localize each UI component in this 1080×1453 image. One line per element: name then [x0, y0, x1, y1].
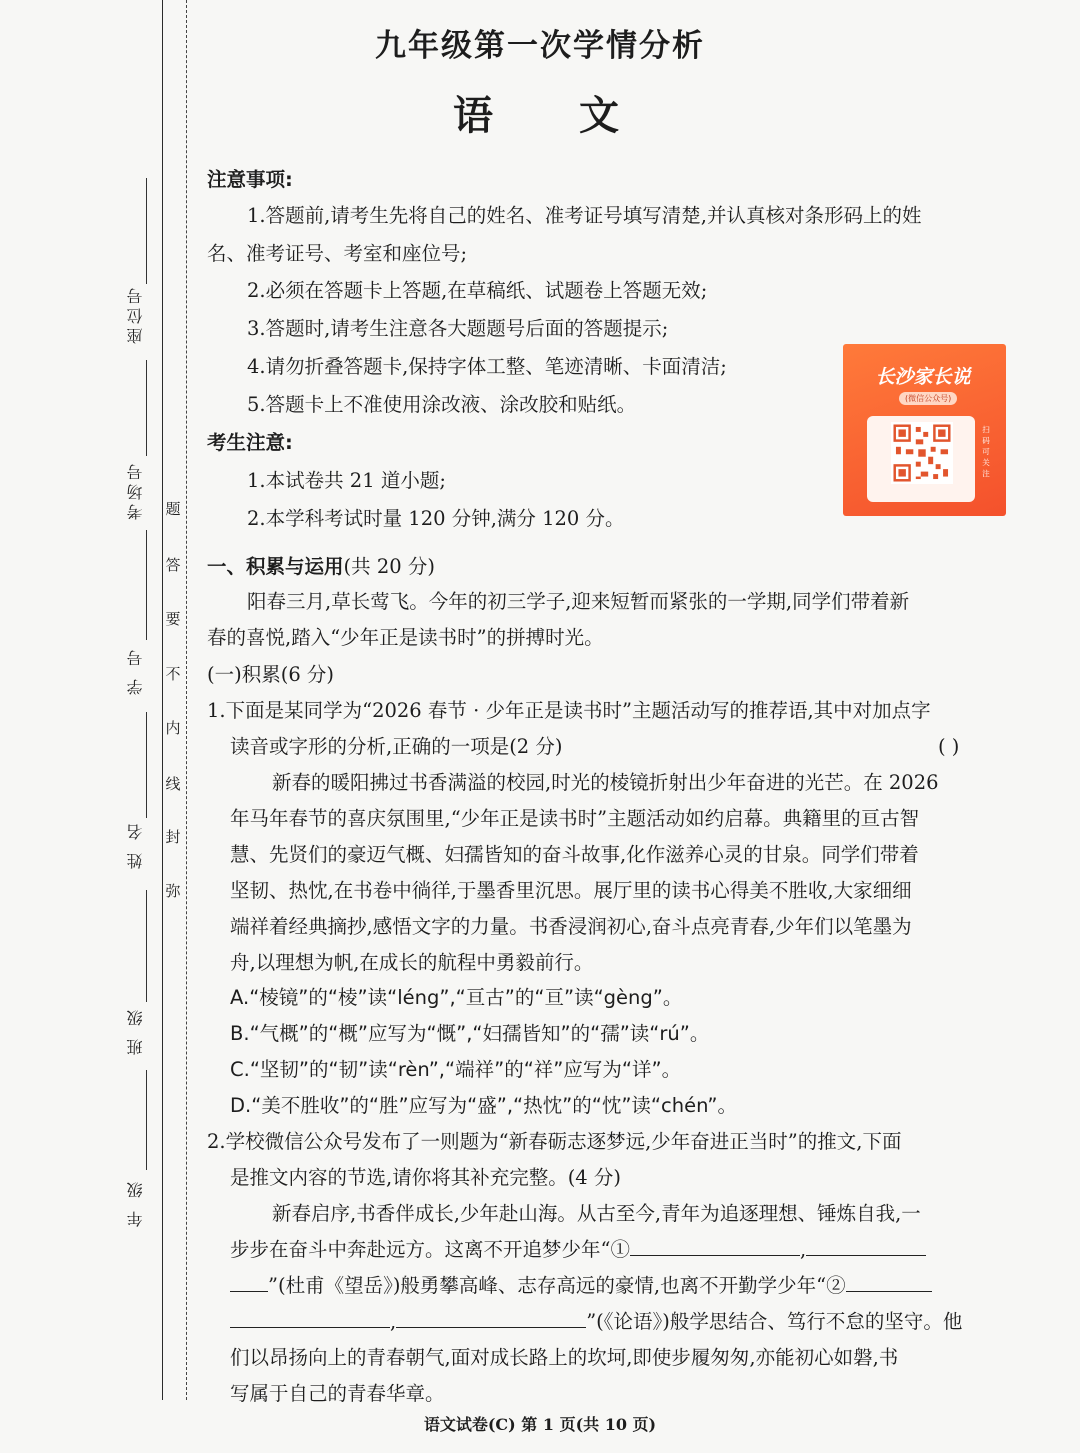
q2-passage-line [230, 1268, 932, 1304]
q2-line2-comma: , [799, 1238, 807, 1261]
class-line [146, 890, 147, 1002]
seal-char: 题 [165, 500, 181, 518]
q1-option-d[interactable]: D.“美不胜收”的“胜”应写为“盛”,“热忱”的“忱”读“chén”。 [230, 1094, 738, 1117]
answer-blank-1b[interactable] [806, 1233, 926, 1256]
q2-stem-1: 2.学校微信公众号发布了一则题为“新春砺志逐梦远,少年奋进正当时”的推文,下面 [207, 1130, 902, 1153]
notice-item-5: 5.答题卡上不准使用涂改液、涂改胶和贴纸。 [247, 393, 637, 416]
notice-item-2: 2.必须在答题卡上答题,在草稿纸、试题卷上答题无效; [247, 279, 708, 302]
exam-title: 九年级第一次学情分析 [375, 28, 705, 64]
q1-stem-2: 读音或字形的分析,正确的一项是(2 分) [230, 735, 563, 758]
section1-points: (共 20 分) [343, 555, 435, 578]
candidate-item-2: 2.本学科考试时量 120 分钟,满分 120 分。 [247, 507, 625, 530]
binding-line-left [162, 0, 163, 1400]
section1-intro-1: 阳春三月,草长莺飞。今年的初三学子,迎来短暂而紧张的一学期,同学们带着新 [247, 590, 910, 613]
q1-passage-line: 年马年春节的喜庆氛围里,“少年正是读书时”主题活动如约启幕。典籍里的亘古智 [230, 807, 920, 830]
subsection-accumulation: (一)积累(6 分) [207, 663, 335, 686]
candidate-heading: 考生注意: [207, 431, 293, 454]
q2-passage-line: 写属于自己的青春华章。 [230, 1382, 445, 1405]
q1-passage-line: 坚韧、热忱,在书卷中徜徉,于墨香里沉思。展厅里的读书心得美不胜收,大家细细 [230, 879, 912, 902]
q2-line3-text: ”(杜甫《望岳》)般勇攀高峰、志存高远的豪情,也离不开勤学少年“② [268, 1274, 846, 1297]
seal-char: 封 [165, 828, 181, 846]
q1-answer-bracket[interactable]: ( ) [938, 735, 960, 758]
q2-stem-2: 是推文内容的节选,请你将其补充完整。(4 分) [230, 1166, 622, 1189]
q1-option-b[interactable]: B.“气概”的“概”应写为“慨”,“妇孺皆知”的“孺”读“rú”。 [230, 1022, 710, 1045]
candidate-item-1: 1.本试卷共 21 道小题; [247, 469, 446, 492]
q2-line2-text: 步步在奋斗中奔赴远方。这离不开追梦少年“① [230, 1238, 630, 1261]
seal-char: 不 [165, 665, 181, 683]
notice-item-1-cont: 名、准考证号、考室和座位号; [207, 242, 468, 265]
q2-passage-line [230, 1232, 926, 1268]
page-footer: 语文试卷(C) 第 1 页(共 10 页) [423, 1415, 657, 1434]
field-student-id: 学 号 [126, 646, 145, 696]
q1-passage-line: 慧、先贤们的豪迈气概、妇孺皆知的奋斗故事,化作滋养心灵的甘泉。同学们带着 [230, 843, 919, 866]
q1-passage-line: 舟,以理想为帆,在成长的航程中勇毅前行。 [230, 951, 594, 974]
q1-stem-1: 1.下面是某同学为“2026 春节 · 少年正是读书时”主题活动写的推荐语,其中对加点字 [207, 699, 931, 722]
notice-item-4: 4.请勿折叠答题卡,保持字体工整、笔迹清晰、卡面清洁; [247, 355, 727, 378]
q1-option-a[interactable]: A.“棱镜”的“棱”读“léng”,“亘古”的“亘”读“gèng”。 [230, 986, 683, 1009]
q2-passage-line: 新春启序,书香伴成长,少年赴山海。从古至今,青年为追逐理想、锤炼自我,一 [272, 1202, 921, 1225]
q2-line4-text: ”(《论语》)般学思结合、笃行不怠的坚守。他 [586, 1310, 963, 1333]
q1-option-c[interactable]: C.“坚韧”的“韧”读“rèn”,“端祥”的“祥”应写为“详”。 [230, 1058, 682, 1081]
field-seat-number: 座位号 [126, 284, 145, 344]
seal-char: 要 [165, 610, 181, 628]
q2-passage-line: 们以昂扬向上的青春朝气,面对成长路上的坎坷,即使步履匆匆,亦能初心如磐,书 [230, 1346, 899, 1369]
notice-item-3: 3.答题时,请考生注意各大题题号后面的答题提示; [247, 317, 669, 340]
q1-passage-line: 端祥着经典摘抄,感悟文字的力量。书香浸润初心,奋斗点亮青春,少年们以笔墨为 [230, 915, 912, 938]
student-id-line [146, 530, 147, 640]
name-line [146, 712, 147, 818]
qr-account-name: 长沙家长说 [875, 366, 971, 388]
grade-line [146, 1070, 147, 1170]
seat-number-line [146, 178, 147, 284]
q1-passage-line: 新春的暖阳拂过书香满溢的校园,时光的棱镜折射出少年奋进的光芒。在 2026 [272, 771, 939, 794]
qr-scan-hint: 扫码可关注 [982, 425, 990, 478]
notices-heading: 注意事项: [207, 168, 293, 191]
notice-item-1: 1.答题前,请考生先将自己的姓名、准考证号填写清楚,并认真核对条形码上的姓 [247, 204, 922, 227]
section1-heading [207, 549, 435, 585]
seal-char: 弥 [165, 882, 181, 900]
exam-subject: 语 文 [453, 92, 655, 139]
qr-code-icon [891, 422, 953, 484]
seal-char: 内 [165, 719, 181, 737]
answer-blank-1a[interactable] [630, 1233, 800, 1256]
field-class: 班 级 [126, 1006, 145, 1056]
qr-account-type: (微信公众号) [899, 392, 957, 405]
section1-title: 一、积累与运用 [207, 555, 344, 578]
answer-blank-1c[interactable] [230, 1269, 268, 1292]
answer-blank-2b[interactable] [230, 1305, 390, 1328]
exam-room-line [146, 360, 147, 456]
q2-passage-line [230, 1304, 962, 1340]
qr-promo-card[interactable] [843, 344, 1006, 516]
field-name: 姓 名 [126, 820, 145, 870]
field-exam-room: 考场号 [126, 460, 145, 520]
answer-blank-2a[interactable] [846, 1269, 932, 1292]
seal-char: 答 [165, 556, 181, 574]
section1-intro-2: 春的喜悦,踏入“少年正是读书时”的拼搏时光。 [207, 626, 604, 649]
q2-line4-comma: , [390, 1310, 397, 1333]
answer-blank-2c[interactable] [396, 1305, 586, 1328]
field-grade: 年 级 [126, 1178, 145, 1228]
binding-line-right [186, 0, 187, 1400]
seal-char: 线 [165, 775, 181, 793]
